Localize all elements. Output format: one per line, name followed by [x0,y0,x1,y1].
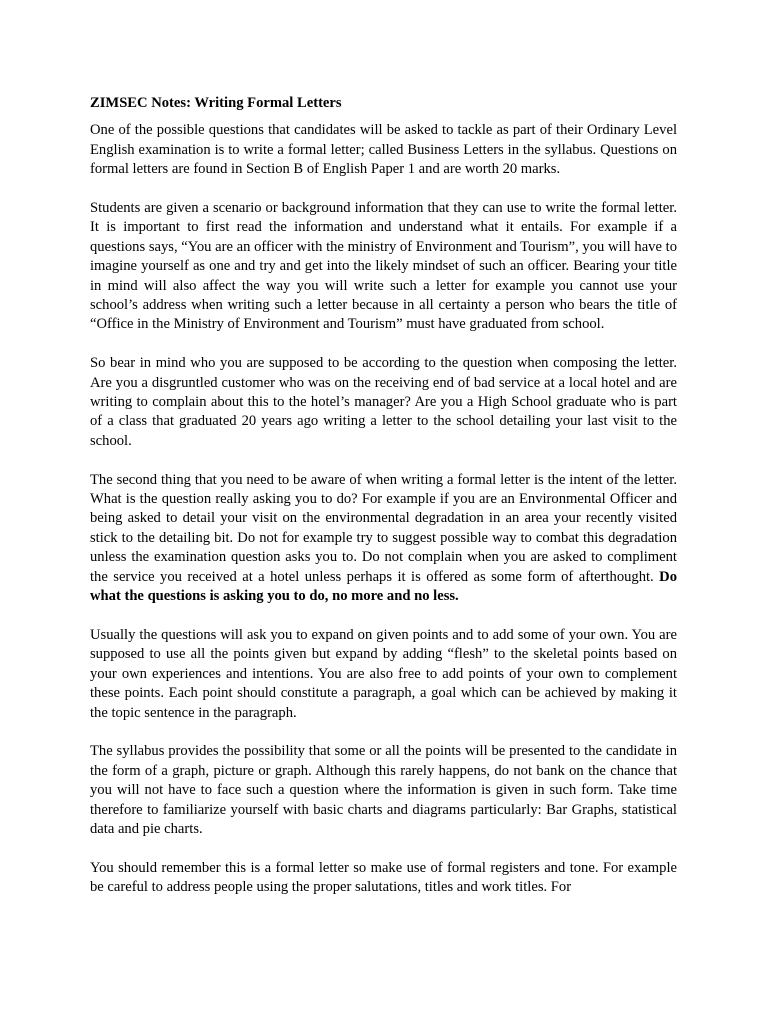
document-body [90,94,677,917]
paragraph-intent [90,471,677,607]
paragraph-intent-emphasis: Do what the questions is asking you to do, no more and no less. [90,568,677,605]
document-title: ZIMSEC Notes: Writing Formal Letters [90,95,342,111]
paragraph-intro: One of the possible questions that candidates will be asked to tackle as part of their Ordinary Level English examination is to write a formal letter; called Business Letters in the syllabus. Questions on formal letters are found in Section B of English Paper 1 and are worth 20 marks. [90,122,677,178]
paragraph-register: You should remember this is a formal letter so make use of formal registers and tone. For example be careful to address people using the proper salutations, titles and work titles. For [90,859,677,896]
paragraph-role: So bear in mind who you are supposed to be according to the question when composing the letter. Are you a disgruntled customer who was on the receiving end of bad service at a local hotel and are writing to complain about this to the hotel’s manager? Are you a High School graduate who is part of a class that graduated 20 years ago writing a letter to the school detailing your last visit to the school. [90,355,677,449]
paragraph-graphs: The syllabus provides the possibility that some or all the points will be presented to the candidate in the form of a graph, picture or graph. Although this rarely happens, do not bank on the chance that you will not have to face such a question where the information is given in such form. Take time therefore to familiarize yourself with basic charts and diagrams particularly: Bar Graphs, statistical data and pie charts. [90,743,677,837]
paragraph-points: Usually the questions will ask you to expand on given points and to add some of your own. You are supposed to use all the points given but expand by adding “flesh” to the skeletal points based on your own experiences and intentions. You are also free to add points of your own to complement these points. Each point should constitute a paragraph, a goal which can be achieved by making it the topic sentence in the paragraph. [90,626,677,721]
paragraph-scenario: Students are given a scenario or background information that they can use to write the formal letter. It is important to first read the information and understand what it entails. For example if a questions says, “You are an officer with the ministry of Environment and Tourism”, you will have to imagine yourself as one and try and get into the likely mindset of such an officer. Bearing your title in mind will also affect the way you will write such a letter for example you cannot use your school’s address when writing such a letter because in all certainty a person who bears the title of “Office in the Ministry of Environment and Tourism” must have graduated from school. [90,200,677,333]
paragraph-intent-text: The second thing that you need to be aware of when writing a formal letter is the intent of the letter. What is the question really asking you to do? For example if you are an Environmental Officer and being asked to detail your visit on the environmental degradation in an area your recently visited stick to the detailing bit. Do not for example try to suggest possible way to combat this degradation unless the examination question asks you to. Do not complain when you are asked to compliment the service you received at a hotel unless perhaps it is offered as some form of afterthought. [90,471,677,585]
